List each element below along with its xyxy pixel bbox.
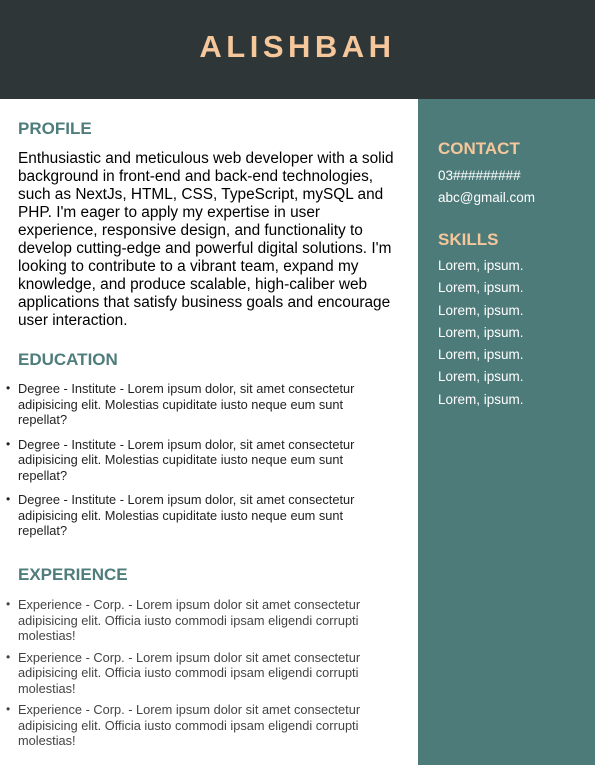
education-item	[0, 492, 393, 539]
skill-item: Lorem, ipsum.	[438, 324, 524, 340]
bullet-icon: •	[6, 381, 11, 395]
experience-list	[0, 597, 410, 755]
profile-heading: PROFILE	[18, 119, 92, 138]
education-item	[0, 381, 393, 428]
profile-text: Enthusiastic and meticulous web developer with a solid background in front-end and back-end technologies, such as NextJs, HTML, CSS, TypeScript, mySQL and PHP. I'm eager to apply my expertise in user experience, responsive design, and functionality to develop cutting-edge and powerful digital solutions. I'm looking to contribute to a vibrant team, expand my knowledge, and produce scalable, high-caliber web applications that satisfy business goals and encourage user interaction.	[18, 150, 394, 329]
main-column	[0, 99, 418, 765]
bullet-icon: •	[6, 597, 11, 611]
skill-item: Lorem, ipsum.	[438, 302, 524, 318]
experience-heading: EXPERIENCE	[18, 565, 128, 584]
experience-item	[0, 597, 393, 644]
education-item-text: Degree - Institute - Lorem ipsum dolor, sit amet consectetur adipisicing elit. Molestias cupiditate iusto neque eum sunt repellat?	[18, 436, 355, 483]
header-banner	[0, 0, 595, 99]
education-item-text: Degree - Institute - Lorem ipsum dolor, sit amet consectetur adipisicing elit. Molestias cupiditate iusto neque eum sunt repellat?	[18, 492, 355, 538]
skills-list	[438, 255, 524, 411]
bullet-icon: •	[6, 649, 11, 664]
skill-item: Lorem, ipsum.	[438, 391, 524, 407]
skill-item: Lorem, ipsum.	[438, 369, 524, 385]
education-list	[0, 381, 410, 548]
resume-name: ALISHBAH	[199, 28, 396, 64]
bullet-icon: •	[6, 702, 11, 716]
experience-item-text: Experience - Corp. - Lorem ipsum dolor sit amet consectetur adipisicing elit. Officia iusto commodi ipsam eligendi corrupti molestias!	[18, 649, 361, 696]
skill-item: Lorem, ipsum.	[438, 258, 524, 273]
bullet-icon: •	[6, 436, 11, 451]
experience-item	[0, 650, 393, 697]
bullet-icon: •	[6, 492, 11, 506]
experience-item	[0, 702, 393, 749]
contact-heading: CONTACT	[438, 139, 520, 158]
education-heading: EDUCATION	[18, 350, 118, 369]
contact-email[interactable]: abc@gmail.com	[438, 190, 535, 205]
education-item-text: Degree - Institute - Lorem ipsum dolor, sit amet consectetur adipisicing elit. Molestias cupiditate iusto neque eum sunt repellat?	[18, 381, 355, 427]
experience-item-text: Experience - Corp. - Lorem ipsum dolor sit amet consectetur adipisicing elit. Officia iusto commodi ipsam eligendi corrupti molestias!	[18, 597, 361, 643]
sidebar	[418, 99, 595, 765]
skill-item: Lorem, ipsum.	[438, 347, 524, 363]
experience-item-text: Experience - Corp. - Lorem ipsum dolor sit amet consectetur adipisicing elit. Officia iusto commodi ipsam eligendi corrupti molestias!	[18, 702, 361, 748]
skills-heading: SKILLS	[438, 230, 499, 249]
skill-item: Lorem, ipsum.	[438, 280, 524, 296]
contact-phone: 03#########	[438, 168, 521, 183]
education-item	[0, 437, 393, 484]
